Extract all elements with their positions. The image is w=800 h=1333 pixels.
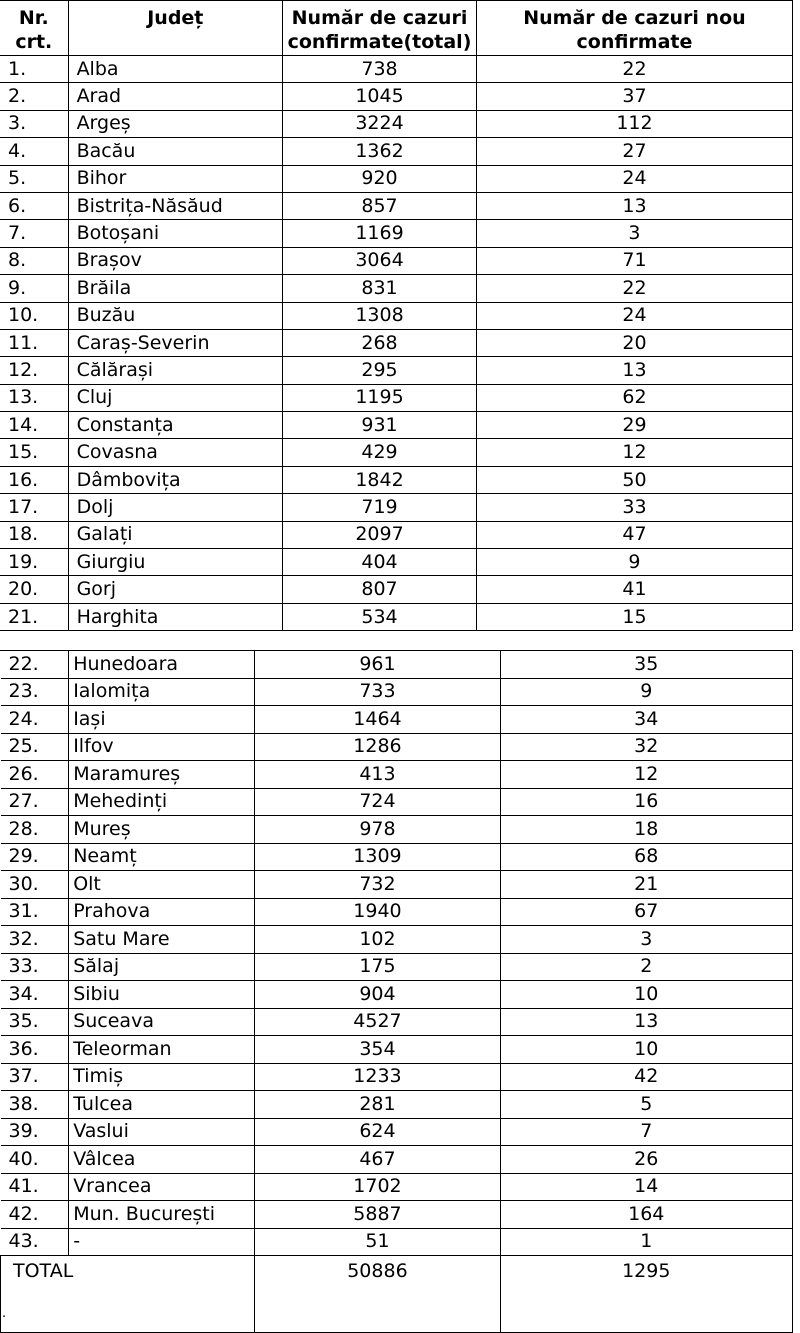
total-cases: 3064	[283, 247, 477, 274]
total-cases: 904	[255, 981, 500, 1009]
total-cases: 807	[283, 576, 477, 603]
county-name: Gorj	[68, 576, 283, 603]
county-name: Brașov	[68, 247, 283, 274]
county-name: Iași	[69, 706, 255, 734]
new-cases: 1	[500, 1228, 793, 1256]
row-number: 43.	[1, 1228, 69, 1256]
table-row	[1, 706, 793, 734]
row-number: 35.	[1, 1008, 69, 1036]
total-cases: 857	[283, 192, 477, 219]
total-cases: 2097	[283, 521, 477, 548]
table-row	[0, 412, 793, 439]
new-cases: 7	[500, 1118, 793, 1146]
new-cases: 5	[500, 1091, 793, 1119]
table-row	[1, 843, 793, 871]
county-name: Bistrița-Năsăud	[68, 192, 283, 219]
total-cases: 1308	[283, 302, 477, 329]
new-cases: 3	[476, 220, 792, 247]
table-row	[0, 165, 793, 192]
row-number: 20.	[0, 576, 68, 603]
table-row	[0, 384, 793, 411]
total-cases: 5887	[255, 1201, 500, 1229]
total-cases: 1940	[255, 898, 500, 926]
new-cases: 32	[500, 733, 793, 761]
row-number: 42.	[1, 1201, 69, 1229]
total-cases: 534	[283, 603, 477, 630]
county-name: Argeș	[68, 110, 283, 137]
new-cases: 24	[476, 165, 792, 192]
new-cases: 22	[476, 56, 792, 83]
table-row	[1, 816, 793, 844]
county-name: Brăila	[68, 275, 283, 302]
total-cases: 961	[255, 651, 500, 679]
county-name: Arad	[68, 83, 283, 110]
row-number: 41.	[1, 1173, 69, 1201]
row-number: 17.	[0, 494, 68, 521]
row-number: 33.	[1, 953, 69, 981]
county-name: Mehedinți	[69, 788, 255, 816]
new-cases: 18	[500, 816, 793, 844]
table-row	[0, 466, 793, 493]
new-cases: 13	[476, 192, 792, 219]
county-name: Tulcea	[69, 1091, 255, 1119]
total-cases: 1309	[255, 843, 500, 871]
county-name: Ilfov	[69, 733, 255, 761]
table-row	[1, 1008, 793, 1036]
table-row	[1, 1036, 793, 1064]
county-name: Galați	[68, 521, 283, 548]
new-cases: 71	[476, 247, 792, 274]
county-name: Mun. București	[69, 1201, 255, 1229]
new-cases: 16	[500, 788, 793, 816]
county-name: Suceava	[69, 1008, 255, 1036]
county-name: Vaslui	[69, 1118, 255, 1146]
row-number: 6.	[0, 192, 68, 219]
table-row	[1, 981, 793, 1009]
county-name: Caraș-Severin	[68, 329, 283, 356]
total-cases: 1702	[255, 1173, 500, 1201]
row-number: 18.	[0, 521, 68, 548]
row-number: 15.	[0, 439, 68, 466]
county-name: Dolj	[68, 494, 283, 521]
new-cases: 10	[500, 981, 793, 1009]
table-row	[1, 1228, 793, 1256]
total-cases-sum: 50886	[255, 1256, 500, 1333]
table-row	[0, 302, 793, 329]
total-cases: 732	[255, 871, 500, 899]
total-cases: 931	[283, 412, 477, 439]
total-cases: 724	[255, 788, 500, 816]
header-new-cases: Număr de cazuri nou confirmate	[476, 1, 792, 56]
county-name: Călărași	[68, 357, 283, 384]
table-row	[0, 138, 793, 165]
table-row	[0, 110, 793, 137]
table-row	[1, 733, 793, 761]
new-cases: 67	[500, 898, 793, 926]
table-row	[0, 329, 793, 356]
county-name: Dâmbovița	[68, 466, 283, 493]
new-cases: 12	[500, 761, 793, 789]
table-row	[1, 651, 793, 679]
table-row	[1, 1091, 793, 1119]
new-cases: 68	[500, 843, 793, 871]
county-name: Sibiu	[69, 981, 255, 1009]
table-row	[0, 56, 793, 83]
new-cases: 20	[476, 329, 792, 356]
table-row	[0, 549, 793, 576]
new-cases: 15	[476, 603, 792, 630]
table-row	[1, 953, 793, 981]
county-name: Sălaj	[69, 953, 255, 981]
total-cases: 624	[255, 1118, 500, 1146]
table-row	[0, 275, 793, 302]
table-row	[1, 871, 793, 899]
total-cases: 354	[255, 1036, 500, 1064]
new-cases: 62	[476, 384, 792, 411]
county-name: Constanța	[68, 412, 283, 439]
header-county: Județ	[68, 1, 283, 56]
total-cases: 1045	[283, 83, 477, 110]
county-name: Maramureș	[69, 761, 255, 789]
cases-table-part1	[0, 0, 793, 631]
new-cases: 164	[500, 1201, 793, 1229]
total-cases: 281	[255, 1091, 500, 1119]
row-number: 39.	[1, 1118, 69, 1146]
row-number: 8.	[0, 247, 68, 274]
new-cases: 42	[500, 1063, 793, 1091]
new-cases: 10	[500, 1036, 793, 1064]
row-number: 2.	[0, 83, 68, 110]
new-cases: 27	[476, 138, 792, 165]
county-name: Satu Mare	[69, 926, 255, 954]
county-name: Harghita	[68, 603, 283, 630]
row-number: 11.	[0, 329, 68, 356]
total-cases: 1233	[255, 1063, 500, 1091]
new-cases: 2	[500, 953, 793, 981]
new-cases: 24	[476, 302, 792, 329]
table-row	[1, 926, 793, 954]
table-row	[0, 192, 793, 219]
row-number: 29.	[1, 843, 69, 871]
total-cases: 1195	[283, 384, 477, 411]
total-cases: 719	[283, 494, 477, 521]
table-row	[0, 494, 793, 521]
total-cases: 733	[255, 678, 500, 706]
row-number: 13.	[0, 384, 68, 411]
total-cases: 404	[283, 549, 477, 576]
table-row	[0, 576, 793, 603]
row-number: 23.	[1, 678, 69, 706]
footnote-mark: .	[2, 1306, 7, 1321]
new-cases: 47	[476, 521, 792, 548]
total-cases: 738	[283, 56, 477, 83]
county-name: Hunedoara	[69, 651, 255, 679]
row-number: 9.	[0, 275, 68, 302]
new-cases: 26	[500, 1146, 793, 1174]
total-cases: 268	[283, 329, 477, 356]
county-name: Olt	[69, 871, 255, 899]
table-row	[0, 83, 793, 110]
county-name: Teleorman	[69, 1036, 255, 1064]
table-row	[1, 761, 793, 789]
new-cases: 9	[500, 678, 793, 706]
total-cases: 51	[255, 1228, 500, 1256]
row-number: 28.	[1, 816, 69, 844]
row-number: 37.	[1, 1063, 69, 1091]
total-cases: 175	[255, 953, 500, 981]
total-cases: 1286	[255, 733, 500, 761]
row-number: 38.	[1, 1091, 69, 1119]
row-number: 27.	[1, 788, 69, 816]
new-cases: 9	[476, 549, 792, 576]
header-total-cases: Număr de cazuri confirmate(total)	[283, 1, 477, 56]
total-cases: 1169	[283, 220, 477, 247]
row-number: 26.	[1, 761, 69, 789]
new-cases: 29	[476, 412, 792, 439]
county-name: Vrancea	[69, 1173, 255, 1201]
total-cases: 295	[283, 357, 477, 384]
new-cases: 12	[476, 439, 792, 466]
header-nr: Nr. crt.	[0, 1, 68, 56]
table-row	[1, 1118, 793, 1146]
new-cases-sum: 1295	[500, 1256, 793, 1333]
county-name: Ialomița	[69, 678, 255, 706]
table-row	[0, 220, 793, 247]
total-cases: 102	[255, 926, 500, 954]
total-cases: 4527	[255, 1008, 500, 1036]
total-cases: 920	[283, 165, 477, 192]
county-name: Prahova	[69, 898, 255, 926]
county-name: Alba	[68, 56, 283, 83]
row-number: 25.	[1, 733, 69, 761]
row-number: 30.	[1, 871, 69, 899]
cases-table-part2	[0, 650, 793, 1333]
page-break-gap	[0, 631, 793, 651]
table-row	[1, 1146, 793, 1174]
new-cases: 22	[476, 275, 792, 302]
new-cases: 34	[500, 706, 793, 734]
row-number: 3.	[0, 110, 68, 137]
county-name: Mureș	[69, 816, 255, 844]
table-row	[1, 1201, 793, 1229]
new-cases: 21	[500, 871, 793, 899]
new-cases: 13	[500, 1008, 793, 1036]
row-number: 40.	[1, 1146, 69, 1174]
row-number: 32.	[1, 926, 69, 954]
table-row	[0, 247, 793, 274]
row-number: 4.	[0, 138, 68, 165]
county-name: Buzău	[68, 302, 283, 329]
new-cases: 41	[476, 576, 792, 603]
row-number: 34.	[1, 981, 69, 1009]
new-cases: 33	[476, 494, 792, 521]
row-number: 36.	[1, 1036, 69, 1064]
total-cases: 429	[283, 439, 477, 466]
county-name: Timiș	[69, 1063, 255, 1091]
table-row	[1, 898, 793, 926]
table-row	[1, 788, 793, 816]
table-row	[0, 439, 793, 466]
table-row	[1, 1063, 793, 1091]
row-number: 14.	[0, 412, 68, 439]
new-cases: 3	[500, 926, 793, 954]
total-cases: 1362	[283, 138, 477, 165]
row-number: 1.	[0, 56, 68, 83]
row-number: 12.	[0, 357, 68, 384]
header-row	[0, 1, 793, 56]
new-cases: 14	[500, 1173, 793, 1201]
row-number: 7.	[0, 220, 68, 247]
row-number: 24.	[1, 706, 69, 734]
county-name: Bacău	[68, 138, 283, 165]
county-name: Giurgiu	[68, 549, 283, 576]
total-label: TOTAL	[1, 1256, 255, 1333]
table-row	[1, 1173, 793, 1201]
county-name: -	[69, 1228, 255, 1256]
county-name: Neamț	[69, 843, 255, 871]
total-cases: 831	[283, 275, 477, 302]
county-name: Cluj	[68, 384, 283, 411]
table-row	[1, 678, 793, 706]
new-cases: 35	[500, 651, 793, 679]
county-name: Vâlcea	[69, 1146, 255, 1174]
table-row	[0, 603, 793, 630]
table-row	[0, 357, 793, 384]
county-name: Covasna	[68, 439, 283, 466]
new-cases: 112	[476, 110, 792, 137]
new-cases: 50	[476, 466, 792, 493]
table-row	[0, 521, 793, 548]
row-number: 31.	[1, 898, 69, 926]
county-name: Bihor	[68, 165, 283, 192]
total-cases: 1842	[283, 466, 477, 493]
new-cases: 37	[476, 83, 792, 110]
total-cases: 467	[255, 1146, 500, 1174]
row-number: 10.	[0, 302, 68, 329]
total-cases: 3224	[283, 110, 477, 137]
total-cases: 413	[255, 761, 500, 789]
total-cases: 1464	[255, 706, 500, 734]
row-number: 16.	[0, 466, 68, 493]
row-number: 21.	[0, 603, 68, 630]
total-cases: 978	[255, 816, 500, 844]
row-number: 22.	[1, 651, 69, 679]
row-number: 5.	[0, 165, 68, 192]
county-name: Botoșani	[68, 220, 283, 247]
new-cases: 13	[476, 357, 792, 384]
row-number: 19.	[0, 549, 68, 576]
